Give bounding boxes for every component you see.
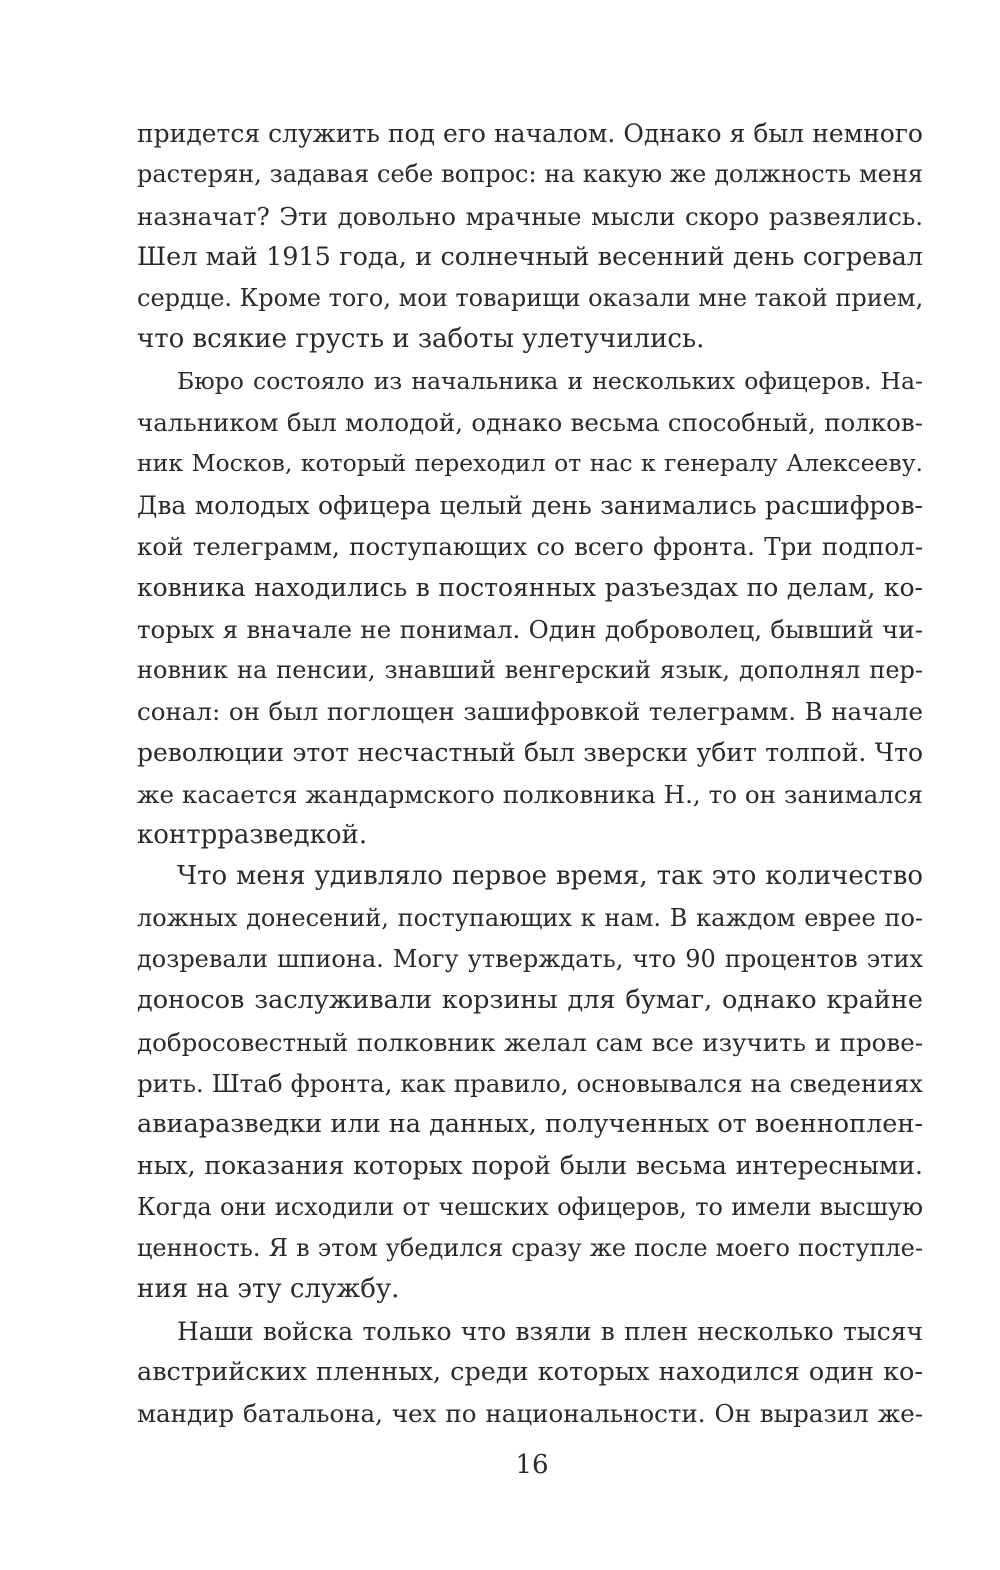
text-line: же касается жандармского полковника Н., то он занимался [137, 779, 923, 809]
text-line: Шел май 1915 года, и солнечный весенний день согревал [137, 241, 923, 272]
text-line: Наши войска только что взяли в плен несколько тысяч [177, 1316, 923, 1346]
text-line: австрийских пленных, среди которых находился один ко- [137, 1356, 923, 1387]
text-line: революции этот несчастный был зверски убит толпой. Что [137, 738, 923, 768]
text-line: новник на пенсии, знавший венгерский язык, дополнял пер- [137, 655, 923, 684]
text-line: ценность. Я в этом убедился сразу же после моего поступле- [137, 1234, 923, 1263]
text-line: придется служить под его началом. Однако я был немного [137, 119, 923, 148]
paragraph [137, 1311, 923, 1435]
text-line: чальником был молодой, однако весьма способный, полков- [137, 408, 923, 438]
text-line: авиаразведки или на данных, полученных от военноплен- [137, 1109, 923, 1140]
text-line: Когда они исходили от чешских офицеров, то имели высшую [137, 1192, 923, 1221]
text-line: ник Москов, который переходил от нас к генералу Алексееву. [137, 449, 923, 478]
text-line: рить. Штаб фронта, как правило, основывался на сведениях [137, 1068, 923, 1098]
text-line: Два молодых офицера целый день занимались расшифров- [137, 490, 923, 520]
text-line: ния на эту службу. [137, 1274, 400, 1305]
text-line: добросовестный полковник желал сам все изучить и прове- [137, 1027, 923, 1057]
text-line: что всякие грусть и заботы улетучились. [137, 324, 705, 355]
text-line: ковника находились в постоянных разъездах по делам, ко- [137, 573, 923, 603]
page-number: 16 [515, 1450, 549, 1480]
body-text [137, 113, 923, 1435]
text-line: ложных донесений, поступающих к нам. В каждом еврее по- [137, 903, 923, 932]
paragraph [137, 113, 923, 361]
text-line: Что меня удивляло первое время, так это количество [177, 861, 923, 892]
text-line: Бюро состояло из начальника и нескольких офицеров. На- [177, 366, 923, 395]
text-line: доносов заслуживали корзины для бумаг, однако крайне [137, 985, 923, 1016]
text-line: растерян, задавая себе вопрос: на какую же должность меня [137, 160, 923, 189]
paragraph [137, 361, 923, 857]
text-line: кой телеграмм, поступающих со всего фронта. Три подпол- [137, 531, 923, 561]
text-line: назначат? Эти довольно мрачные мысли скоро развеялись. [137, 201, 923, 231]
text-line: сонал: он был поглощен зашифровкой телеграмм. В начале [137, 697, 923, 727]
text-line: торых я вначале не понимал. Один доброволец, бывший чи- [137, 614, 923, 644]
text-line: контрразведкой. [137, 820, 368, 851]
paragraph [137, 856, 923, 1310]
text-line: сердце. Кроме того, мои товарищи оказали мне такой прием, [137, 284, 924, 313]
text-line: ных, показания которых порой были весьма интересными. [137, 1151, 923, 1181]
text-line: дозревали шпиона. Могу утверждать, что 90 процентов этих [137, 944, 923, 973]
text-line: мандир батальона, чех по национальности. Он выразил же- [137, 1399, 923, 1429]
